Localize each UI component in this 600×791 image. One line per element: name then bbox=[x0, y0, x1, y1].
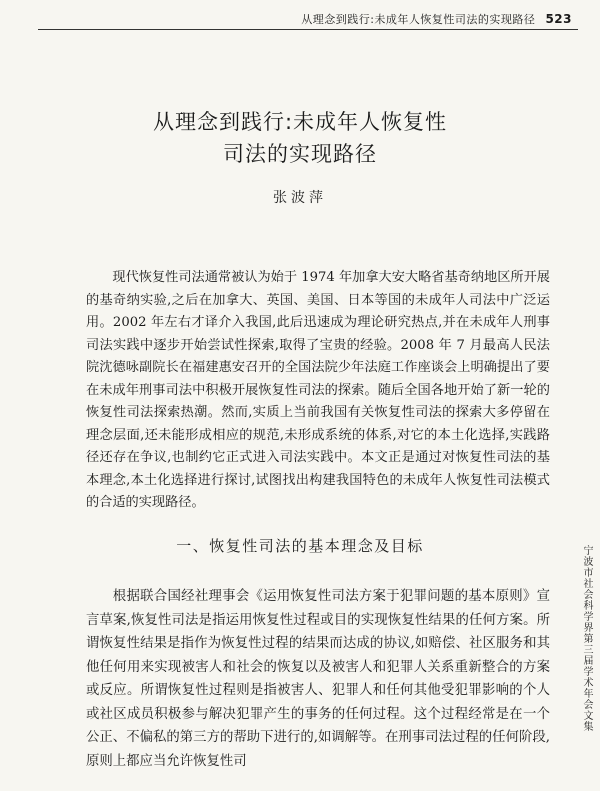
header-rule bbox=[38, 29, 578, 30]
running-title: 从理念到践行:未成年人恢复性司法的实现路径 bbox=[301, 13, 536, 26]
running-head bbox=[301, 11, 572, 27]
article-title bbox=[0, 106, 600, 170]
side-note-vertical: 宁波市社会科学界第三届学术年会文集 bbox=[581, 545, 592, 732]
title-line-1: 从理念到践行:未成年人恢复性 bbox=[152, 110, 448, 134]
author-name: 张波萍 bbox=[273, 190, 327, 206]
title-line-2: 司法的实现路径 bbox=[223, 142, 377, 166]
abstract-paragraph: 现代恢复性司法通常被认为始于 1974 年加拿大安大略省基奇纳地区所开展的基奇纳实验,之后在加拿大、英国、美国、日本等国的未成年人司法中广泛运用。2002 年左右才译介入我国,此后迅速成为理论研究热点,并在未成年人刑事司法实践中逐步开始尝试性探索,取得了宝贵的经验。2008 年 7 月最高人民法院沈德咏副院长在福建惠安召开的全国法院少年法庭工作座谈会上明确提出了要在未成年刑事司法中积极开展恢复性司法的探索。随后全国各地开始了新一轮的恢复性司法探索热潮。然而,实质上当前我国有关恢复性司法的探索大多停留在理念层面,还未能形成相应的规范,未形成系统的体系,对它的本土化选择,实践路径还存在争议,也制约它正式进入司法实践中。本文正是通过对恢复性司法的基本理念,本土化选择进行探讨,试图找出构建我国特色的未成年人恢复性司法模式的合适的实现路径。 bbox=[86, 270, 550, 510]
page-number: 523 bbox=[545, 12, 572, 26]
section-heading: 一、恢复性司法的基本理念及目标 bbox=[176, 537, 424, 555]
body-paragraph: 根据联合国经社理事会《运用恢复性司法方案于犯罪问题的基本原则》宣言草案,恢复性司法是指运用恢复性过程或目的实现恢复性结果的任何方案。所谓恢复性结果是指作为恢复性过程的结果而达成的协议,如赔偿、社区服务和其他任何用来实现被害人和社会的恢复以及被害人和犯罪人关系重新整合的方案或反应。所谓恢复性过程则是指被害人、犯罪人和任何其他受犯罪影响的个人或社区成员积极参与解决犯罪产生的事务的任何过程。这个过程经常是在一个公正、不偏私的第三方的帮助下进行的,如调解等。在刑事司法过程的任何阶段,原则上都应当允许恢复性司 bbox=[86, 589, 550, 769]
